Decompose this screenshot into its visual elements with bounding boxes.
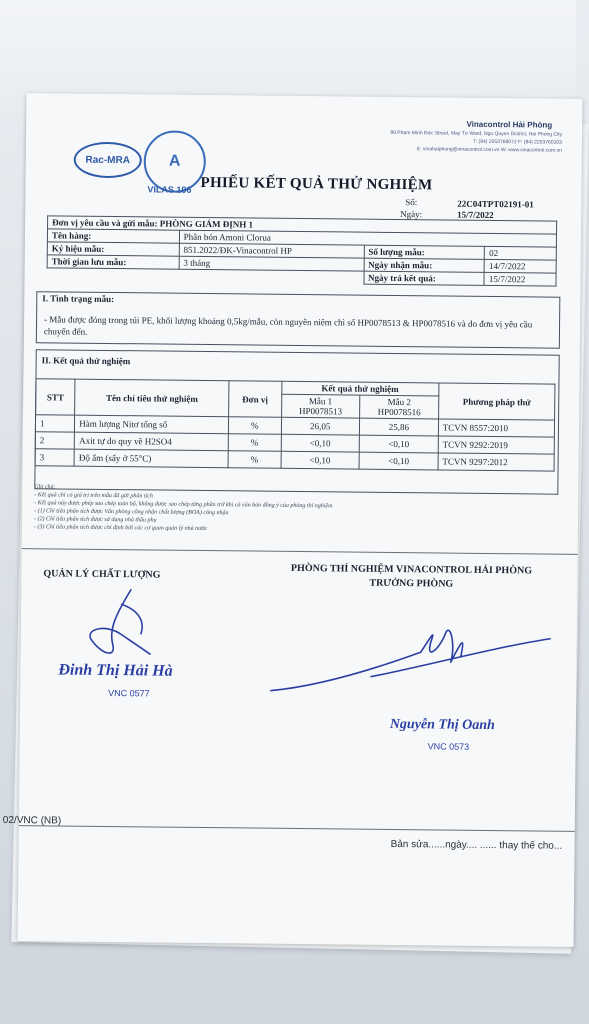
section2-title: II. Kết quả thử nghiệm	[41, 355, 131, 367]
sample-info-table	[46, 215, 557, 286]
note-line: - Kết quả chỉ có giá trị trên mẫu đã gửi phân tích	[34, 492, 153, 500]
results-table	[35, 378, 556, 471]
note-line: - (2) Chỉ tiêu phân tích được sử dụng nhà thầu phụ	[33, 516, 157, 524]
row-mau1: <0,10	[281, 451, 360, 469]
ngay-nhan-value: 14/7/2022	[484, 259, 556, 273]
signer-1-name: Đinh Thị Hải Hà	[58, 661, 173, 680]
ky-hieu-label: Ký hiệu mẫu:	[47, 242, 179, 256]
row-unit: %	[228, 434, 281, 452]
row-stt: 1	[35, 415, 75, 432]
signer-2-code: VNC 0573	[427, 741, 470, 752]
col-result: Kết quả thử nghiệm	[281, 381, 438, 396]
section1-text: - Mẫu được đóng trong túi PE, khối lượng khoảng 0,5kg/mẫu, còn nguyên niêm chì số HP0078513 & HP0078516 và do đơn vị yêu cầu chuyển đến.	[43, 314, 533, 337]
row-unit: %	[228, 417, 281, 435]
row-unit: %	[228, 451, 281, 469]
ngay-tra-label: Ngày trả kết quả:	[364, 271, 485, 285]
requester: Đơn vị yêu cầu và gửi mẫu: PHÒNG GIÁM ĐỊNH 1	[48, 216, 557, 234]
company-phone: T: (84) 2253768072 F: (84) 2253760103	[473, 138, 562, 146]
so-label: Số:	[405, 197, 418, 208]
note-line: - (3) Chỉ tiêu phân tích được chỉ định bởi các cơ quan quản lý nhà nước	[33, 524, 208, 533]
row-method: TCVN 9292:2019	[438, 436, 554, 454]
col-stt: STT	[36, 379, 76, 415]
col-mau1: Mẫu 1 HP0078513	[281, 394, 360, 418]
col-mau2: Mẫu 2 HP0078516	[360, 395, 439, 419]
footer-revision: Bản sửa......ngày.... ...... thay thế cho...	[390, 838, 563, 852]
row-mau2: <0,10	[359, 452, 438, 470]
vilas-label: VILAS 196	[147, 184, 192, 195]
row-name: Axit tự do quy về H2SO4	[75, 432, 229, 451]
ngay-nhan-label: Ngày nhận mẫu:	[364, 258, 485, 272]
row-mau1: <0,10	[281, 434, 360, 452]
page-title: PHIẾU KẾT QUẢ THỬ NGHIỆM	[200, 174, 433, 194]
notes	[34, 483, 333, 534]
row-method: TCVN 9297:2012	[438, 453, 554, 471]
section1-title: I. Tình trạng mẫu:	[42, 293, 115, 305]
signature-1-icon	[60, 584, 201, 665]
row-method: TCVN 8557:2010	[438, 419, 554, 437]
vilas-logo: A	[143, 130, 206, 193]
row-stt: 3	[35, 449, 75, 466]
ngay-tra-value: 15/7/2022	[484, 272, 556, 286]
row-name: Độ ẩm (sấy ở 55°C)	[74, 449, 228, 468]
company-email: E: vinahaiphong@vinacontrol.com.vn W: www.vinacontrol.com.vn	[416, 146, 562, 154]
rac-mra-logo: Rac-MRA	[74, 142, 142, 179]
ngay-value: 15/7/2022	[457, 209, 494, 221]
signer-2-name: Nguyễn Thị Oanh	[389, 716, 495, 734]
row-stt: 2	[35, 432, 75, 449]
col-method: Phương pháp thử	[438, 383, 555, 420]
row-mau1: 26,05	[281, 417, 360, 435]
document-page	[2, 93, 583, 947]
note-line: - Kết quả này được phép sao chép toàn bộ, không được sao chép từng phần trừ khi có văn bản đồng ý của phòng thí nghiệm	[34, 500, 333, 510]
lab-title: PHÒNG THÍ NGHIỆM VINACONTROL HẢI PHÒNG	[290, 562, 533, 577]
note-line: Ghi chú:	[34, 484, 56, 491]
ky-hieu-value: 851.2022/ĐK-Vinacontrol HP	[179, 243, 364, 258]
footer-form-code: 02/VNC (NB)	[2, 814, 62, 827]
lab-role: TRƯỞNG PHÒNG	[369, 577, 454, 590]
col-name: Tên chỉ tiêu thử nghiệm	[75, 379, 229, 417]
row-mau2: <0,10	[359, 435, 438, 453]
ngay-label: Ngày:	[400, 209, 423, 220]
footer-divider	[19, 825, 575, 832]
ten-hang-value: Phân bón Amoni Clorua	[179, 230, 556, 247]
row-name: Hàm lượng Nitơ tổng số	[75, 415, 229, 434]
signature-2-icon	[260, 616, 561, 709]
company-name: Vinacontrol Hải Phòng	[466, 119, 553, 130]
row-mau2: 25,86	[360, 418, 439, 436]
signer-1-code: VNC 0577	[108, 688, 150, 699]
qa-title: QUẢN LÝ CHẤT LƯỢNG	[43, 568, 161, 581]
note-line: - (1) Chỉ tiêu phân tích được Văn phòng công nhận chất lượng (BOA) công nhận	[34, 508, 229, 517]
ten-hang-label: Tên hàng:	[47, 229, 179, 243]
thoi-gian-value: 3 tháng	[179, 256, 364, 271]
so-luong-label: Số lượng mẫu:	[364, 245, 485, 259]
so-value: 22C04TPT02191-01	[457, 198, 534, 210]
col-unit: Đơn vị	[229, 381, 282, 418]
thoi-gian-label: Thời gian lưu mẫu:	[47, 255, 179, 269]
company-address: 80 Phạm Minh Đức Street, May Tơ Ward, Ngo Quyen District, Hai Phong City	[390, 129, 563, 138]
so-luong-value: 02	[485, 246, 557, 260]
divider	[22, 548, 578, 555]
